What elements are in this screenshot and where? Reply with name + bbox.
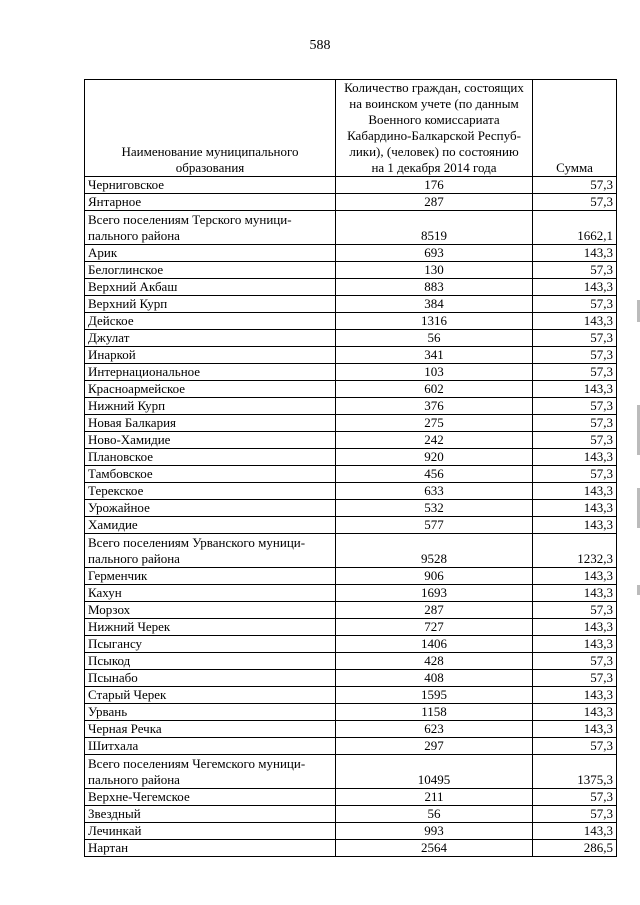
cell-municipality: Урожайное <box>85 500 336 517</box>
table-row <box>85 381 617 398</box>
cell-citizen-count: 211 <box>336 789 533 806</box>
header-line: Наименование муниципального <box>121 144 299 159</box>
cell-sum: 143,3 <box>533 245 617 262</box>
page-number: 588 <box>309 38 331 53</box>
cell-municipality: Морзох <box>85 602 336 619</box>
cell-sum: 143,3 <box>533 313 617 330</box>
cell-sum: 57,3 <box>533 466 617 483</box>
table-row <box>85 483 617 500</box>
header-line: на 1 декабря 2014 года <box>371 160 497 175</box>
table-row <box>85 449 617 466</box>
cell-citizen-count: 376 <box>336 398 533 415</box>
table-row <box>85 296 617 313</box>
cell-sum: 57,3 <box>533 806 617 823</box>
cell-sum: 143,3 <box>533 721 617 738</box>
table-row <box>85 313 617 330</box>
cell-citizen-count: 287 <box>336 194 533 211</box>
table-row <box>85 279 617 296</box>
table-row <box>85 585 617 602</box>
header-line: лики), (человек) по состоянию <box>349 144 519 159</box>
table-row <box>85 670 617 687</box>
cell-municipality-line: пального района <box>88 228 180 243</box>
cell-sum: 57,3 <box>533 432 617 449</box>
cell-municipality: Нижний Черек <box>85 619 336 636</box>
cell-citizen-count: 727 <box>336 619 533 636</box>
cell-citizen-count: 906 <box>336 568 533 585</box>
table-row <box>85 347 617 364</box>
cell-municipality: Терекское <box>85 483 336 500</box>
table-row <box>85 568 617 585</box>
table-row <box>85 364 617 381</box>
cell-citizen-count: 242 <box>336 432 533 449</box>
cell-citizen-count: 577 <box>336 517 533 534</box>
cell-citizen-count: 532 <box>336 500 533 517</box>
cell-citizen-count: 428 <box>336 653 533 670</box>
table-row <box>85 466 617 483</box>
cell-municipality: Джулат <box>85 330 336 347</box>
cell-citizen-count: 1406 <box>336 636 533 653</box>
header-line: Военного комиссариата <box>368 112 500 127</box>
cell-citizen-count: 287 <box>336 602 533 619</box>
cell-municipality: Янтарное <box>85 194 336 211</box>
table-row <box>85 432 617 449</box>
table-body <box>85 177 617 857</box>
table-header-row <box>85 80 617 177</box>
table-row-district-total <box>85 534 617 568</box>
cell-municipality: Плановское <box>85 449 336 466</box>
cell-sum: 57,3 <box>533 330 617 347</box>
cell-municipality: Белоглинское <box>85 262 336 279</box>
cell-citizen-count: 456 <box>336 466 533 483</box>
cell-citizen-count: 920 <box>336 449 533 466</box>
cell-sum: 1232,3 <box>533 534 617 568</box>
table-row-district-total <box>85 211 617 245</box>
cell-citizen-count: 1693 <box>336 585 533 602</box>
cell-sum: 143,3 <box>533 619 617 636</box>
cell-sum: 57,3 <box>533 262 617 279</box>
cell-citizen-count: 883 <box>336 279 533 296</box>
header-line: на воинском учете (по данным <box>349 96 519 111</box>
cell-sum: 57,3 <box>533 415 617 432</box>
cell-sum: 143,3 <box>533 568 617 585</box>
cell-citizen-count: 693 <box>336 245 533 262</box>
cell-sum: 57,3 <box>533 364 617 381</box>
cell-municipality: Новая Балкария <box>85 415 336 432</box>
cell-municipality: Старый Черек <box>85 687 336 704</box>
cell-municipality: Дейское <box>85 313 336 330</box>
cell-sum: 143,3 <box>533 636 617 653</box>
table-row <box>85 840 617 857</box>
cell-municipality: Ново-Хамидие <box>85 432 336 449</box>
table-row <box>85 721 617 738</box>
header-line: Количество граждан, состоящих <box>344 80 524 95</box>
cell-municipality: Верхне-Чегемское <box>85 789 336 806</box>
cell-sum: 143,3 <box>533 585 617 602</box>
cell-municipality: Псыкод <box>85 653 336 670</box>
cell-sum: 143,3 <box>533 823 617 840</box>
cell-municipality-line: Всего поселениям Чегемского муници- <box>88 756 306 771</box>
cell-municipality: Черная Речка <box>85 721 336 738</box>
cell-sum: 143,3 <box>533 279 617 296</box>
cell-sum: 57,3 <box>533 670 617 687</box>
cell-citizen-count: 1316 <box>336 313 533 330</box>
cell-municipality <box>85 755 336 789</box>
cell-municipality-line: Всего поселениям Терского муници- <box>88 212 292 227</box>
cell-citizen-count: 10495 <box>336 755 533 789</box>
cell-sum: 57,3 <box>533 347 617 364</box>
cell-citizen-count: 297 <box>336 738 533 755</box>
header-line: Кабардино-Балкарской Респуб- <box>347 128 521 143</box>
cell-municipality: Шитхала <box>85 738 336 755</box>
cell-sum: 1662,1 <box>533 211 617 245</box>
table-row <box>85 823 617 840</box>
cell-citizen-count: 623 <box>336 721 533 738</box>
cell-citizen-count: 341 <box>336 347 533 364</box>
cell-citizen-count: 103 <box>336 364 533 381</box>
cell-sum: 1375,3 <box>533 755 617 789</box>
cell-sum: 57,3 <box>533 296 617 313</box>
cell-sum: 143,3 <box>533 500 617 517</box>
cell-municipality-line: пального района <box>88 551 180 566</box>
cell-municipality <box>85 211 336 245</box>
cell-sum: 143,3 <box>533 687 617 704</box>
cell-sum: 143,3 <box>533 449 617 466</box>
cell-municipality: Красноармейское <box>85 381 336 398</box>
cell-citizen-count: 275 <box>336 415 533 432</box>
cell-citizen-count: 1158 <box>336 704 533 721</box>
table-row <box>85 636 617 653</box>
cell-sum: 143,3 <box>533 517 617 534</box>
table-row-district-total <box>85 755 617 789</box>
table-row <box>85 789 617 806</box>
table-row <box>85 262 617 279</box>
table-row <box>85 806 617 823</box>
cell-municipality: Псыгансу <box>85 636 336 653</box>
table-row <box>85 704 617 721</box>
table-row <box>85 330 617 347</box>
table-row <box>85 687 617 704</box>
cell-citizen-count: 56 <box>336 806 533 823</box>
cell-sum: 143,3 <box>533 483 617 500</box>
cell-municipality: Лечинкай <box>85 823 336 840</box>
cell-municipality: Интернациональное <box>85 364 336 381</box>
table-row <box>85 738 617 755</box>
cell-municipality: Верхний Курп <box>85 296 336 313</box>
header-sum <box>533 80 617 177</box>
cell-sum: 57,3 <box>533 177 617 194</box>
table-row <box>85 194 617 211</box>
cell-sum: 57,3 <box>533 653 617 670</box>
table-row <box>85 653 617 670</box>
table-row <box>85 602 617 619</box>
cell-municipality: Звездный <box>85 806 336 823</box>
cell-municipality-line: Всего поселениям Урванского муници- <box>88 535 306 550</box>
cell-citizen-count: 176 <box>336 177 533 194</box>
cell-citizen-count: 56 <box>336 330 533 347</box>
cell-sum: 57,3 <box>533 194 617 211</box>
cell-municipality: Верхний Акбаш <box>85 279 336 296</box>
cell-sum: 143,3 <box>533 704 617 721</box>
header-line: образования <box>175 160 245 175</box>
cell-citizen-count: 130 <box>336 262 533 279</box>
cell-municipality-line: пального района <box>88 772 180 787</box>
cell-sum: 57,3 <box>533 602 617 619</box>
cell-municipality: Черниговское <box>85 177 336 194</box>
cell-citizen-count: 633 <box>336 483 533 500</box>
cell-sum: 57,3 <box>533 398 617 415</box>
cell-citizen-count: 993 <box>336 823 533 840</box>
cell-municipality <box>85 534 336 568</box>
cell-municipality: Герменчик <box>85 568 336 585</box>
cell-municipality: Тамбовское <box>85 466 336 483</box>
cell-citizen-count: 1595 <box>336 687 533 704</box>
table-row <box>85 500 617 517</box>
header-citizen-count <box>336 80 533 177</box>
cell-sum: 286,5 <box>533 840 617 857</box>
cell-sum: 143,3 <box>533 381 617 398</box>
cell-citizen-count: 384 <box>336 296 533 313</box>
cell-citizen-count: 9528 <box>336 534 533 568</box>
table-row <box>85 415 617 432</box>
table-row <box>85 517 617 534</box>
cell-citizen-count: 8519 <box>336 211 533 245</box>
cell-municipality: Псынабо <box>85 670 336 687</box>
cell-municipality: Инаркой <box>85 347 336 364</box>
table-row <box>85 245 617 262</box>
cell-municipality: Арик <box>85 245 336 262</box>
cell-municipality: Хамидие <box>85 517 336 534</box>
table-row <box>85 177 617 194</box>
cell-sum: 57,3 <box>533 789 617 806</box>
cell-citizen-count: 602 <box>336 381 533 398</box>
cell-municipality: Нартан <box>85 840 336 857</box>
cell-sum: 57,3 <box>533 738 617 755</box>
cell-municipality: Кахун <box>85 585 336 602</box>
settlements-table <box>84 79 617 857</box>
cell-municipality: Нижний Курп <box>85 398 336 415</box>
cell-municipality: Урвань <box>85 704 336 721</box>
table-row <box>85 619 617 636</box>
cell-citizen-count: 2564 <box>336 840 533 857</box>
header-municipality <box>85 80 336 177</box>
cell-citizen-count: 408 <box>336 670 533 687</box>
header-line: Сумма <box>556 160 593 175</box>
table-row <box>85 398 617 415</box>
